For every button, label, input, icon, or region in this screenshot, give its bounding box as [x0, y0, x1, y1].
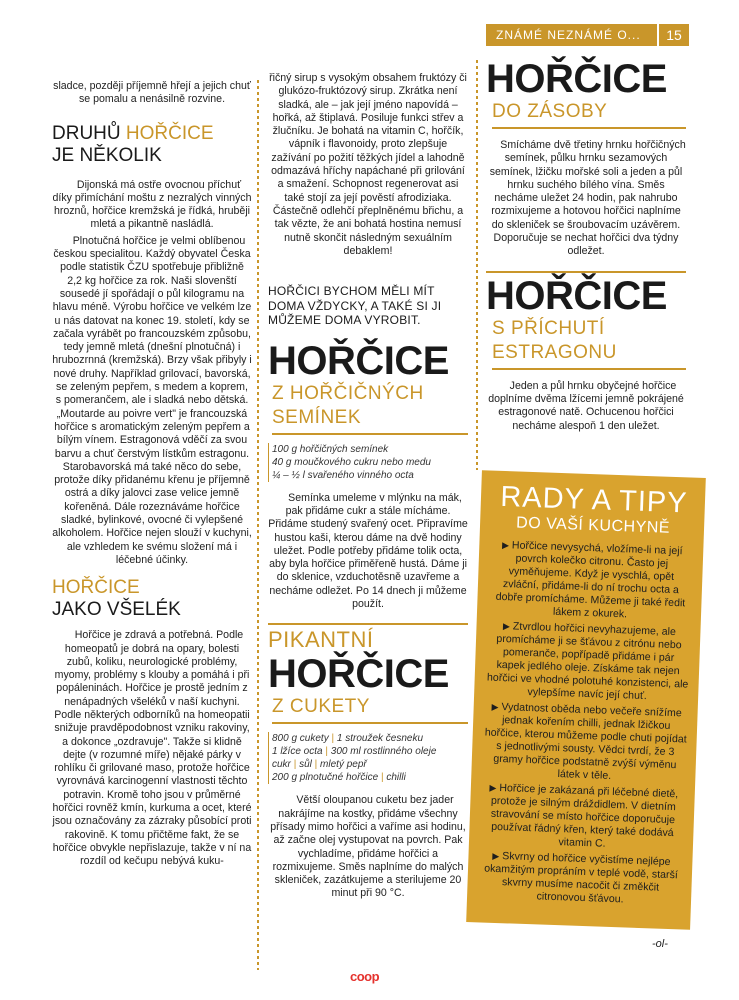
ingredient-row: 800 g cukety | 1 stroužek česneku: [272, 733, 424, 745]
heading-druhu: [52, 123, 252, 167]
ingredient-item: 200 g plnotučné hořčice: [272, 772, 379, 784]
recipe-4-subtitle-2: ESTRAGONU: [492, 341, 686, 370]
tips-title: RADY A TIPY: [499, 480, 689, 520]
recipe-1-subtitle-2: SEMÍNEK: [272, 406, 468, 435]
ingredient-row: cukr | sůl | mletý pepř: [272, 759, 367, 771]
recipe-1-text: Semínka umeleme v mlýnku na mák, pak přidáme cukr a stále mícháme. Přidáme studený svařený ocet. Připravíme hustou kaši, kterou dáme na dvě hodiny uležet. Podle potřeby přidáme tolik octa, aby byla hořčice přiměřeně hustá. Dáme ji do sklenice, vzduchotěsně uzavřeme a necháme odležet. Po 14 dnech ji můžeme použít.: [268, 491, 468, 611]
bullet-icon: ▶: [489, 782, 497, 793]
paragraph-fruktoza: řičný sirup s vysokým obsahem fruktózy či glukózo-fruktózový sirup. Zkrátka není sladká, ale – jak její jméno napovídá – hořká, až štiplavá. Posiluje funkci střev a žlučníku. Je bohatá na vitamin C, hořčík, vápník i flavonoidy, proto zlepšuje zažívání po požití těžkých jídel a lahodně odmazává hříchy napáchané při grilování a smažení. Schopnost regenerovat asi také stojí za její pověstí afrodiziaka. Částečně odlehčí přeplněnému břichu, a tak vězte, že ani bohatá hostina nemusí nutně skončit následným sexuálním debaklem!: [269, 72, 467, 257]
recipe-4-title: HOŘČICE: [486, 273, 667, 318]
recipe-2-subtitle: Z CUKETY: [272, 695, 468, 724]
tip-item: ▶ Vydatnost oběda nebo večeře snížíme jednak kořením chilli, jednak lžičkou hořčice, kterou můžeme podle chuti pojídat s jednotlivými sousty. Vědci tvrdí, že 3 gramy hořčice podstatně zvýší výměnu látek v těle.: [484, 701, 687, 782]
tips-content: [466, 470, 706, 930]
recipe-3-text: Smícháme dvě třetiny hrnku hořčičných semínek, půlku hrnku sezamových semínek, lžičku mořské soli a jeden a půl hrnku suchého bílého vína. Směs necháme uležet 24 hodin, pak nahrubo rozmixujeme a hotovou hořčici naplníme do skleniček se šroubovacím uzávěrem. Doporučuje se nechat hořčici dva týdny odležet.: [489, 139, 686, 258]
section-header: [486, 24, 689, 46]
ingredient-row: 1 lžíce octa | 300 ml rostlinného oleje: [272, 746, 437, 758]
recipe-2-title: HOŘČICE: [268, 652, 449, 697]
heading-druhu-gold: HOŘČICE: [125, 122, 214, 144]
recipe-2-text: Větší oloupanou cuketu bez jader nakrájíme na kostky, přidáme všechny přísady mimo hořčici a vaříme asi hodinu, až začne olej vystupovat na povrch. Pak vychladíme, přidáme hořčici a rozmixujeme. Směs naplníme do malých skleniček, zazátkujeme a sterilujeme 20 minut při 90 °C.: [270, 794, 466, 900]
column-divider-2: [476, 60, 478, 470]
ingredient-item: 800 g cukety: [272, 733, 329, 745]
ingredient-item: 100 g hořčičných semínek: [272, 443, 389, 455]
recipe-1-ingredients: [268, 443, 468, 482]
column-divider-1: [257, 80, 259, 970]
heading-vselek-black: JAKO VŠELÉK: [52, 599, 181, 621]
recipe-4-heading: [486, 271, 686, 370]
recipe-2-pretitle: PIKANTNÍ: [268, 627, 374, 653]
column-3: [486, 58, 686, 433]
column-1: [52, 80, 252, 869]
heading-vselek: [52, 577, 252, 621]
paragraph-zdrava: Hořčice je zdravá a potřebná. Podle homeopatů je dobrá na opary, bolesti zubů, koliku, neurologické problémy, myomy, problémy s klouby a pomáhá i při popáleninách. Hořčice je prostě jedním z nenápadných všeléků v naší kuchyni. Podle některých odborníků na homeopatii snižuje pravděpodobnost vzniku rakoviny, a dokonce „ozdravuje". Takže si klidně dejte (v rozumné míře) nějaké párky v rohlíku či grilované maso, protože hořčice vyrovnává karcinogenní vlastnosti těchto potravin. Kromě toho jsou v průměrné hořčici rovněž kmín, kurkuma a ocet, které jsou označovány za zázraky působící proti rakovině. K tomu přičtěme fakt, že se hořčice obvykle nepřislazuje, takže v ní na rozdíl od kečupu nebývá kuku-: [52, 629, 252, 868]
bullet-icon: ▶: [502, 621, 511, 632]
recipe-3-heading: [486, 58, 686, 129]
tips-box: [466, 470, 706, 930]
column-2: [268, 72, 468, 901]
heading-druhu-line2: JE NĚKOLIK: [52, 144, 162, 166]
ingredient-item: 1 stroužek česneku: [336, 733, 424, 745]
page-number: 15: [666, 27, 682, 43]
heading-vselek-gold: HOŘČICE: [52, 577, 140, 599]
recipe-4-text: Jeden a půl hrnku obyčejné hořčice doplníme dvěma lžícemi jemně pokrájené estragonové natě. Ochucenou hořčici necháme alespoň 1 den uležet.: [488, 379, 684, 432]
intro-text: sladce, později příjemně hřejí a jejich chuť se pomalu a nenásilně rozvine.: [53, 80, 251, 106]
bullet-icon: ▶: [501, 539, 510, 551]
ingredient-item: 1 lžíce octa: [272, 746, 323, 758]
recipe-3-title: HOŘČICE: [486, 57, 667, 101]
recipe-2-ingredients: [268, 732, 468, 784]
heading-druhu-black: DRUHŮ: [52, 122, 121, 144]
ingredient-row: 200 g plnotučné hořčice | chilli: [272, 772, 406, 784]
ingredient-item: mletý pepř: [320, 759, 367, 771]
paragraph-dijonska: Dijonská má ostře ovocnou příchuť díky přimíchání moštu z nezralých vinných hroznů, hořčice kremžská je řídká, hruběji mletá a pikantně nasládlá.: [52, 178, 252, 231]
paragraph-plnotucna: Plnotučná hořčice je velmi oblíbenou českou specialitou. Každý obyvatel Česka podle statistik ČZU spotřebuje přibližně 2,2 kg hořčice za rok. Naši slovenští sousedé jí spořádají o půl kilogramu na hlavu méně. Výrobu hořčice ve velkém lze u nás datovat na konec 19. století, kdy se začala vyrábět po francouzském způsobu, tedy jemně mletá (dnešní plnotučná) i hrubozrnná (kremžská). Brzy však přibyly i nové druhy. Například grilovací, bavorská, se zeleným pepřem, s medem a koprem, s pomerančem, ale i sladká nebo dětská. „Moutarde au poivre vert" je francouzská hořčice s aromatickým zeleným pepřem a bílým vínem. Estragonová vděčí za svou barvu a chuť čerstvým lístkům estragonu. Starobavorská má také něco do sebe, protože díky přidanému křenu je příjemně ostrá a díky jalovci zase velice jemně kořeněná. Dále rozeznáváme hořčice sladké, bylinkové, ovocné či vylepšené alkoholem. Hořčice nejen slouží v kuchyni, ale vzhledem ke svému složení má i léčebné účinky.: [52, 234, 252, 566]
bullet-icon: ▶: [492, 850, 500, 862]
ingredient-item: ¼ – ½ l svařeného vinného octa: [272, 469, 414, 481]
author-signature: -ol-: [652, 938, 668, 950]
coop-logo: coop: [350, 969, 380, 984]
ingredient-item: chilli: [386, 772, 406, 784]
ingredient-item: cukr: [272, 759, 291, 771]
section-title: ZNÁMÉ NEZNÁMÉ O...: [496, 28, 641, 42]
tips-subtitle: DO VAŠÍ KUCHYNĚ: [515, 514, 671, 537]
ingredient-item: 300 ml rostlinného oleje: [330, 746, 437, 758]
recipe-1-heading: [268, 340, 468, 435]
tip-item: ▶ Ztvrdlou hořčici nevyhazujeme, ale promícháme ji se šťávou z citrónu nebo pomeranče, popřípadě přidáme i pár kapek jedlého oleje. Získáme tak nejen hořčici ve vhodné polotuhé konzistenci, ale vylepšíme navíc její chuť.: [486, 620, 689, 703]
ingredient-item: 40 g moučkového cukru nebo medu: [272, 456, 431, 468]
recipe-1-title: HOŘČICE: [268, 338, 449, 383]
recipe-3-subtitle: DO ZÁSOBY: [492, 100, 686, 129]
recipe-2-heading: [268, 623, 468, 724]
bullet-icon: ▶: [491, 701, 499, 712]
tip-item: ▶ Hořčice nevysychá, vložíme-li na její povrch kolečko citronu. Často jej vyměňujeme. Když je vyschlá, opět zvláční, přidáme-li do ní trochu octa a dobře promícháme. Můžeme ji také ředit lákem z okurek.: [495, 539, 686, 621]
recipe-1-subtitle-1: Z HOŘČIČNÝCH: [272, 382, 424, 404]
tip-item: ▶ Hořčice je zakázaná při léčebné dietě, protože je silným dráždidlem. V dietním stravování se místo hořčice doporučuje používat řádný křen, který také dodává vitamin C.: [489, 782, 679, 850]
recipe-4-subtitle-1: S PŘÍCHUTÍ: [492, 317, 605, 339]
callout-text: HOŘČICI BYCHOM MĚLI MÍT DOMA VŽDYCKY, A TAKÉ SI JI MŮŽEME DOMA VYROBIT.: [268, 284, 442, 328]
tip-item: ▶ Skvrny od hořčice vyčistíme nejlépe okamžitým propráním v teplé vodě, starší skvrny musíme nacočit či změkčit citronovou šťávou.: [483, 850, 679, 906]
ingredient-item: sůl: [299, 759, 312, 771]
